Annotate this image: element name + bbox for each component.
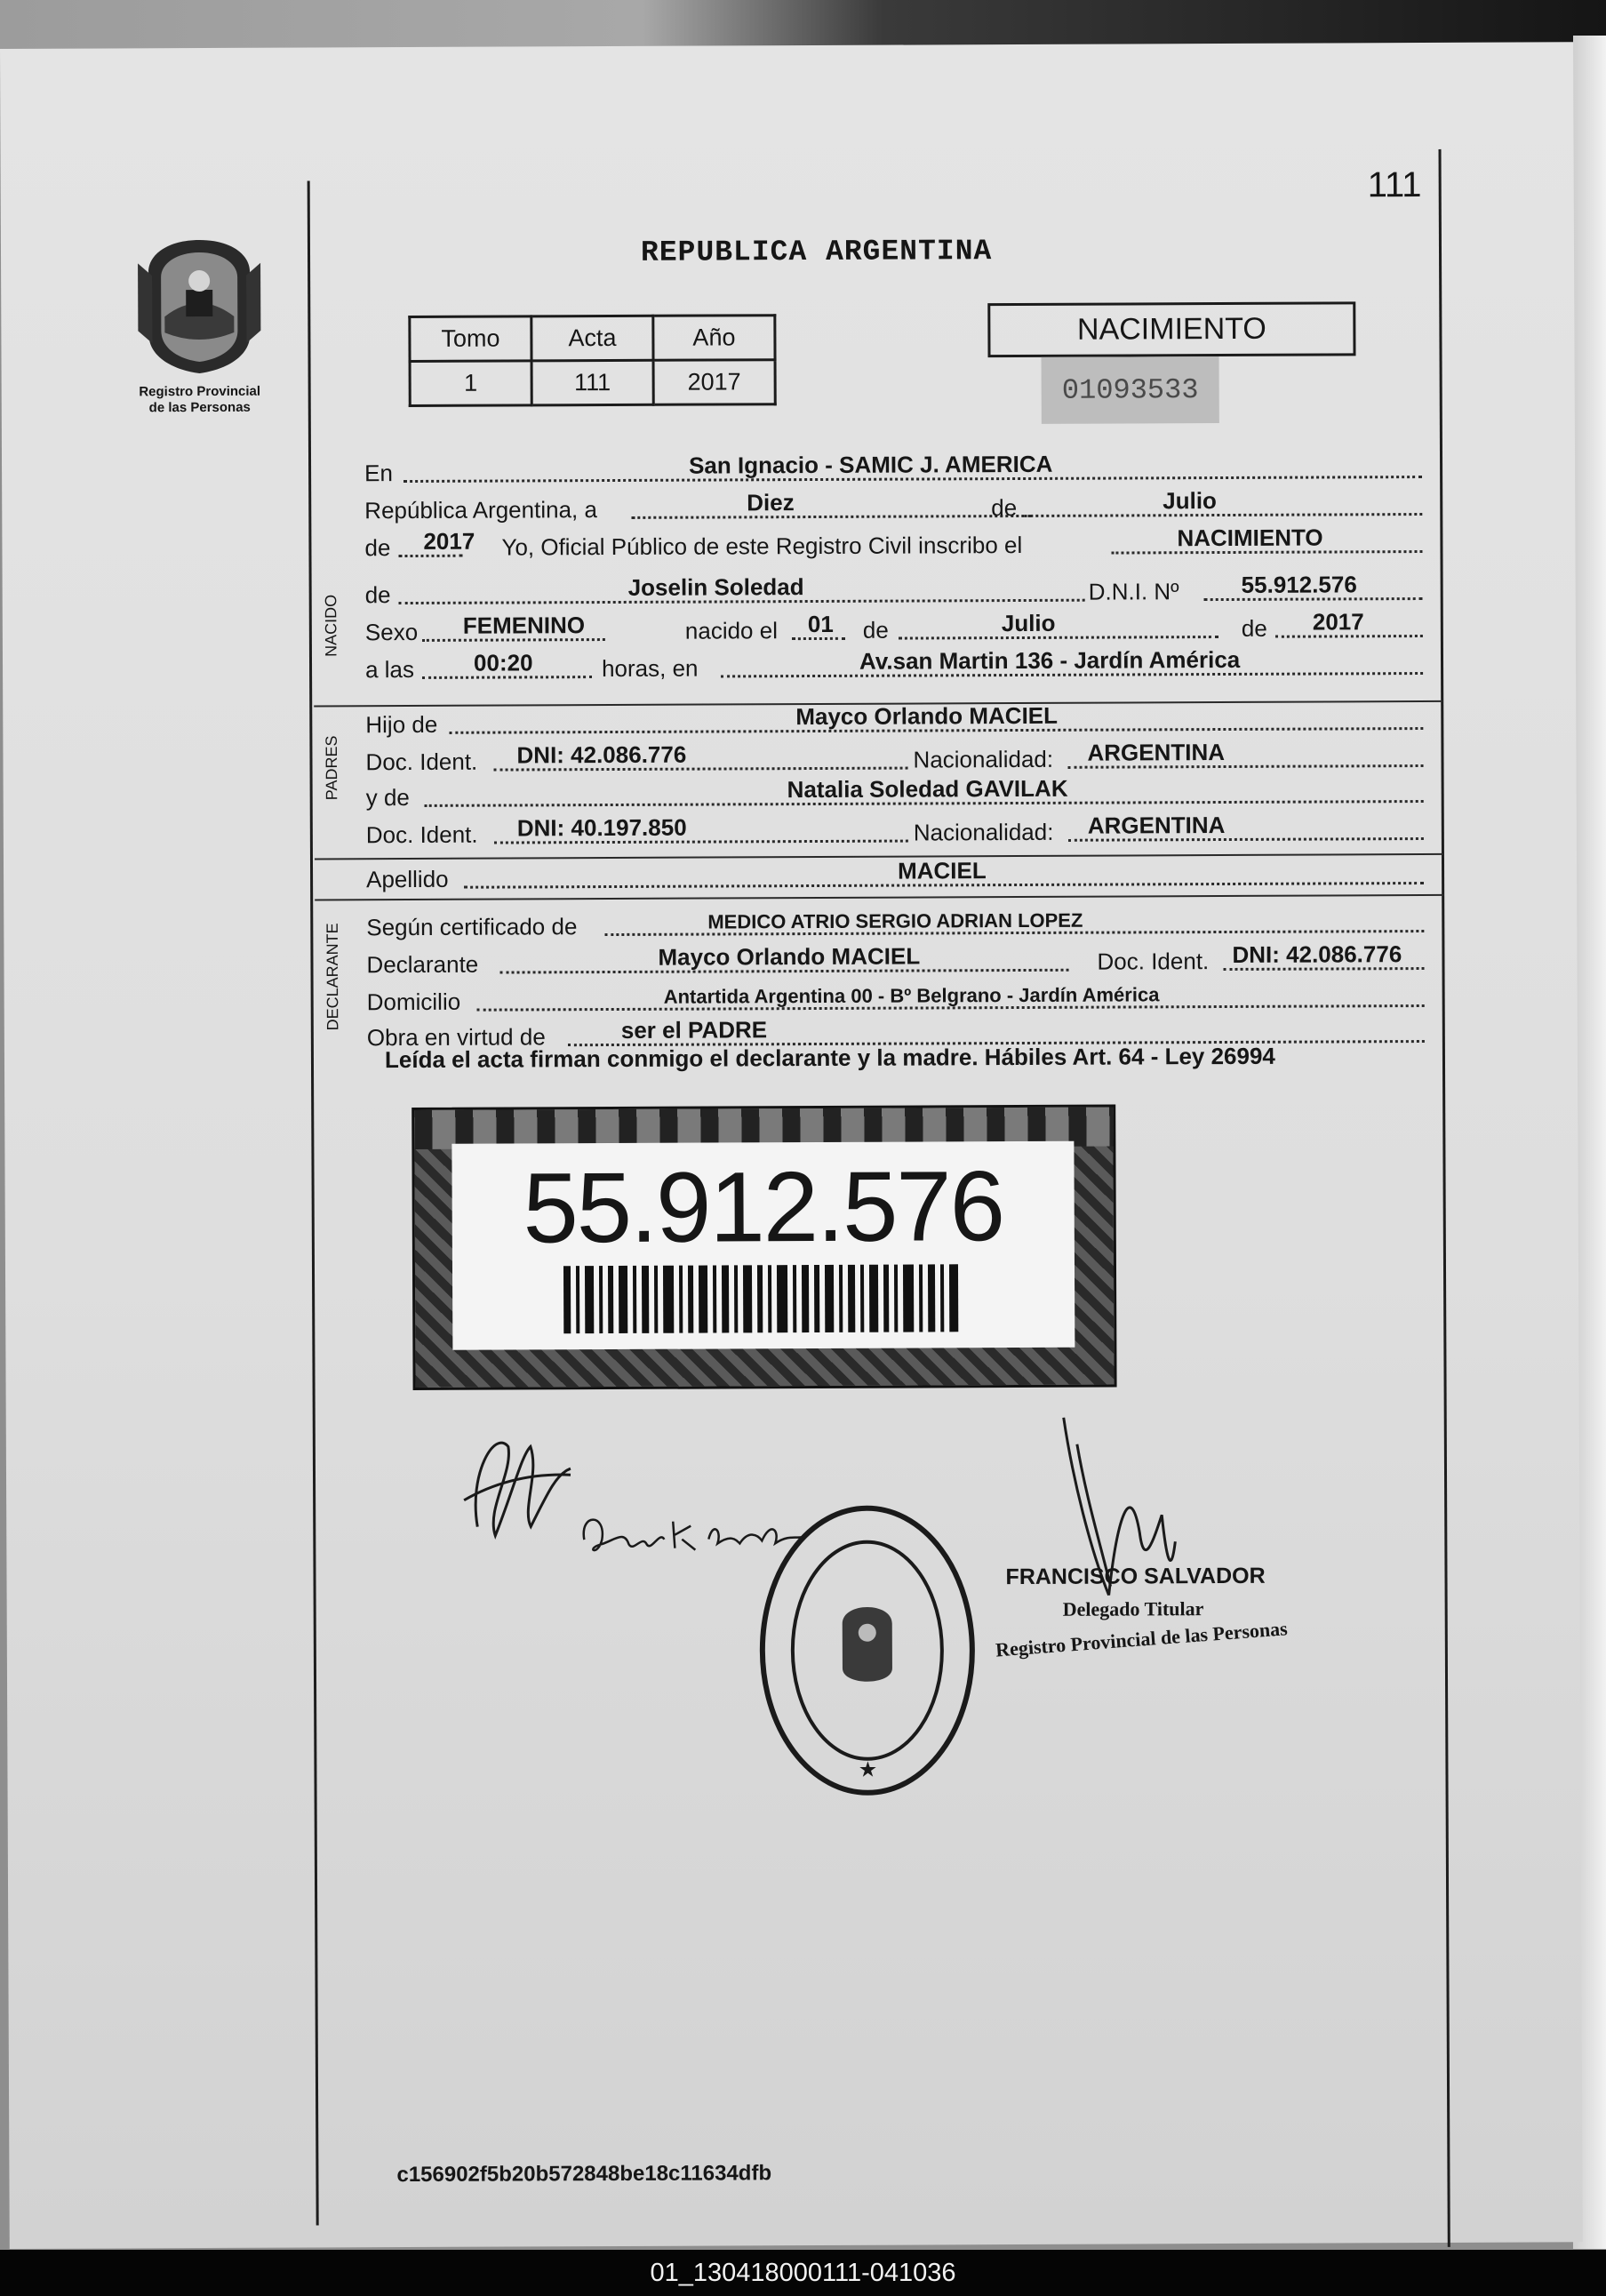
de-label: de	[991, 494, 1018, 522]
row-mother-name	[366, 772, 1424, 813]
at-label: a las	[364, 655, 415, 684]
document-title: REPUBLICA ARGENTINA	[640, 235, 993, 269]
svg-text:★: ★	[858, 1756, 878, 1782]
row-sex-birthdate	[365, 606, 1423, 648]
registry-caption-line-2: de las Personas	[148, 399, 251, 416]
republic-label: República Argentina, a	[364, 496, 597, 524]
record-header-anio: Año	[653, 316, 775, 361]
address-value: Antartida Argentina 00 - Bº Belgrano - Jardín América	[663, 983, 1160, 1008]
declarant-signature	[459, 1420, 576, 1554]
de-label: de	[1241, 614, 1267, 642]
document-hash: c156902f5b20b572848be18c11634dfb	[396, 2161, 772, 2188]
certificate-by-value: MEDICO ATRIO SERGIO ADRIAN LOPEZ	[707, 908, 1083, 933]
sticker-label-area	[451, 1141, 1075, 1350]
acting-label: Obra en virtud de	[366, 1023, 546, 1052]
security-label-sticker	[411, 1105, 1116, 1390]
row-mother-doc	[366, 809, 1424, 851]
left-margin-rule	[308, 180, 319, 2225]
record-header-tomo: Tomo	[410, 316, 531, 362]
section-divider	[315, 894, 1443, 901]
dotted-line	[1024, 513, 1422, 517]
birth-year-value: 2017	[1312, 608, 1364, 636]
nationality-label: Nacionalidad:	[913, 818, 1054, 846]
surname-label: Apellido	[366, 865, 449, 893]
doc-label: Doc. Ident.	[1097, 948, 1210, 975]
record-table	[408, 314, 776, 407]
father-name-value: Mayco Orlando MACIEL	[795, 701, 1059, 731]
certificate-page	[0, 42, 1583, 2249]
official-title: Delegado Titular	[1062, 1597, 1204, 1620]
father-doc-value: DNI: 42.086.776	[516, 740, 687, 769]
row-year	[364, 522, 1422, 564]
address-label: Domicilio	[366, 988, 461, 1016]
place-value: San Ignacio - SAMIC J. AMERICA	[688, 450, 1053, 479]
row-father-name	[365, 699, 1423, 740]
row-declarant	[366, 939, 1424, 980]
birth-place-value: Av.san Martin 136 - Jardín América	[859, 645, 1241, 675]
official-name: FRANCISCO SALVADOR	[1005, 1563, 1266, 1590]
row-child-name	[365, 569, 1423, 611]
doc-label: Doc. Ident.	[365, 748, 478, 776]
birth-month-value: Julio	[1001, 609, 1056, 637]
declarant-doc-value: DNI: 42.086.776	[1232, 940, 1402, 968]
official-round-stamp	[753, 1499, 985, 1802]
province-coat-of-arms-logo	[132, 236, 267, 378]
declarant-name-value: Mayco Orlando MACIEL	[658, 942, 921, 971]
official-text: Yo, Oficial Público de este Registro Civil inscribo el	[501, 531, 1023, 561]
right-margin-rule	[1439, 149, 1450, 2247]
birth-time-value: 00:20	[473, 649, 533, 676]
section-label-declarant: DECLARANTE	[323, 923, 342, 1031]
day-value: Diez	[747, 489, 795, 516]
dni-label: D.N.I. Nº	[1088, 578, 1179, 605]
birth-day-value: 01	[807, 610, 834, 638]
scan-filename-strip: 01_130418000111-041036	[0, 2250, 1606, 2296]
mother-nationality-value: ARGENTINA	[1087, 811, 1226, 839]
record-value-acta: 111	[531, 360, 653, 405]
document-type-box: NACIMIENTO	[987, 301, 1355, 357]
row-surname	[366, 853, 1424, 895]
year-value: 2017	[423, 527, 475, 555]
record-value-anio: 2017	[653, 360, 775, 405]
registered-event-value: NACIMIENTO	[1177, 524, 1323, 552]
acting-reason-value: ser el PADRE	[620, 1016, 768, 1044]
child-dni-value: 55.912.576	[1241, 571, 1357, 598]
mother-name-value: Natalia Soledad GAVILAK	[787, 774, 1068, 804]
child-name-value: Joselin Soledad	[627, 573, 804, 601]
son-of-label: Hijo de	[365, 710, 438, 739]
certificate-label: Según certificado de	[366, 913, 578, 941]
sex-label: Sexo	[364, 618, 419, 646]
and-of-label: y de	[365, 783, 410, 812]
serial-number: 01093533	[1042, 356, 1219, 424]
record-value-tomo: 1	[410, 361, 531, 406]
month-value: Julio	[1163, 487, 1217, 515]
record-header-acta: Acta	[531, 316, 653, 361]
registry-caption	[116, 384, 284, 417]
declarant-label: Declarante	[366, 950, 479, 979]
dotted-line	[899, 636, 1218, 640]
dotted-line	[631, 515, 1031, 519]
en-label: En	[364, 460, 393, 487]
de-label: de	[862, 616, 889, 644]
row-date	[364, 484, 1422, 526]
born-label: nacido el	[684, 617, 779, 644]
row-place	[364, 447, 1422, 489]
hours-label: horas, en	[601, 654, 699, 683]
sex-value: FEMENINO	[462, 612, 586, 639]
barcode	[563, 1264, 963, 1333]
closing-note: Leída el acta firman conmigo el declarante y la madre. Hábiles Art. 64 - Ley 26994	[384, 1042, 1275, 1074]
section-label-parents: PADRES	[322, 735, 341, 801]
official-registry: Registro Provincial de las Personas	[995, 1617, 1289, 1661]
father-nationality-value: ARGENTINA	[1087, 738, 1226, 766]
row-time-place	[365, 644, 1423, 685]
surname-value: MACIEL	[897, 857, 987, 884]
de-label: de	[364, 534, 391, 562]
mother-doc-value: DNI: 40.197.850	[516, 813, 687, 842]
doc-label: Doc. Ident.	[365, 820, 478, 849]
nationality-label: Nacionalidad:	[913, 745, 1054, 773]
de-label: de	[364, 581, 391, 609]
sticker-number: 55.912.576	[523, 1150, 1004, 1264]
registry-caption-line-1: Registro Provincial	[139, 383, 261, 400]
section-label-born: NACIDO	[322, 594, 340, 657]
row-certificate	[366, 901, 1424, 943]
page-number: 111	[1367, 165, 1422, 205]
